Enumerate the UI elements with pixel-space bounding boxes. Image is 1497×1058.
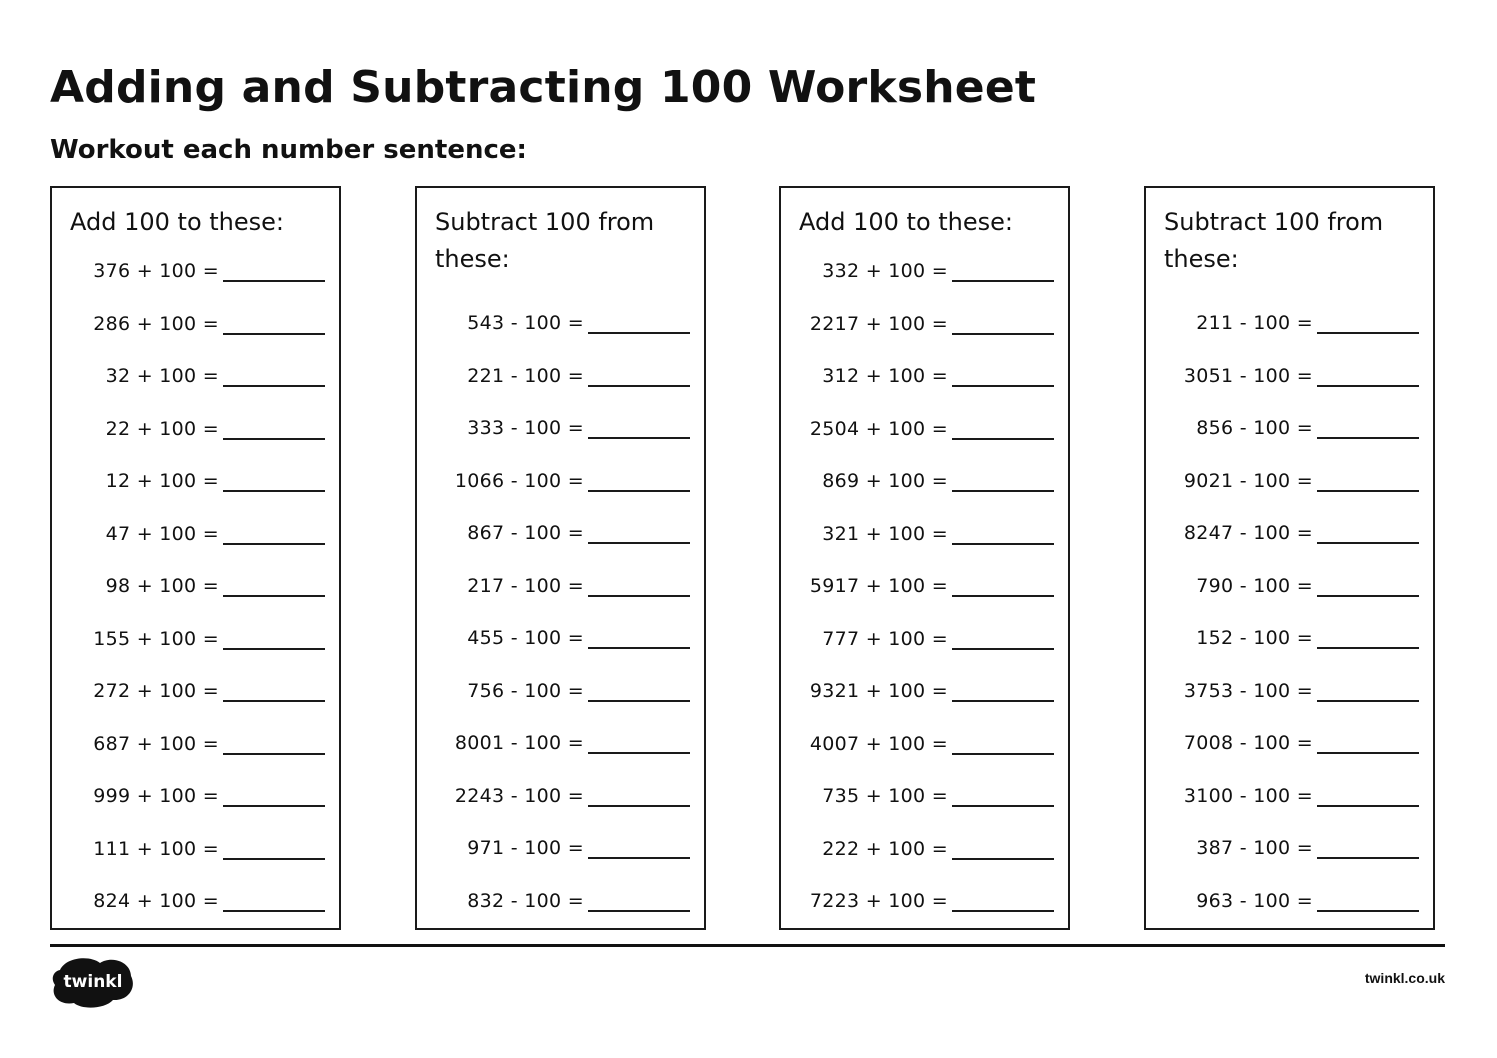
equation-row <box>52 564 339 604</box>
equation-text: 735 + 100 = <box>822 785 948 807</box>
answer-blank[interactable] <box>1317 385 1419 387</box>
equation-text: 333 - 100 = <box>467 417 584 439</box>
equation-row <box>1146 826 1433 866</box>
answer-blank[interactable] <box>223 648 325 650</box>
equation-text: 152 - 100 = <box>1196 627 1313 649</box>
answer-blank[interactable] <box>223 595 325 597</box>
equation-text: 221 - 100 = <box>467 364 584 387</box>
equation-text: 286 + 100 = <box>93 312 219 335</box>
answer-blank[interactable] <box>223 753 325 755</box>
answer-blank[interactable] <box>223 700 325 702</box>
equation-text: 2217 + 100 = <box>809 312 948 335</box>
answer-blank[interactable] <box>952 333 1054 335</box>
equation-row <box>52 249 339 289</box>
answer-blank[interactable] <box>952 490 1054 492</box>
equation-text: 332 + 100 = <box>822 260 948 282</box>
equation-row <box>781 407 1068 447</box>
equation-row <box>1146 616 1433 656</box>
equation-row <box>417 511 704 551</box>
equation-row <box>1146 774 1433 814</box>
subtract-column-1 <box>415 186 706 930</box>
equation-row <box>781 774 1068 814</box>
equation-row <box>417 354 704 394</box>
equation-row <box>1146 511 1433 551</box>
equation-text: 3100 - 100 = <box>1183 784 1313 807</box>
equation-text: 777 + 100 = <box>822 627 948 650</box>
answer-blank[interactable] <box>588 595 690 597</box>
equation-row <box>417 564 704 604</box>
equation-row <box>1146 354 1433 394</box>
equation-text: 7223 + 100 = <box>809 890 948 912</box>
equation-text: 9021 - 100 = <box>1183 469 1313 492</box>
answer-blank[interactable] <box>588 437 690 439</box>
answer-blank[interactable] <box>1317 910 1419 912</box>
equation-row <box>417 301 704 341</box>
answer-blank[interactable] <box>1317 647 1419 649</box>
logo-wordmark: twinkl <box>63 972 123 992</box>
equation-row <box>417 774 704 814</box>
column-heading: Subtract 100 from these: <box>435 208 655 273</box>
equation-row <box>52 512 339 552</box>
equation-text: 3753 - 100 = <box>1183 679 1313 702</box>
equation-text: 312 + 100 = <box>822 365 948 387</box>
answer-blank[interactable] <box>952 385 1054 387</box>
equation-text: 856 - 100 = <box>1196 417 1313 439</box>
equation-row <box>52 827 339 867</box>
answer-blank[interactable] <box>952 280 1054 282</box>
equation-text: 832 - 100 = <box>467 889 584 912</box>
equation-text: 9321 + 100 = <box>809 680 948 702</box>
equation-row <box>1146 879 1433 919</box>
answer-blank[interactable] <box>588 910 690 912</box>
answer-blank[interactable] <box>1317 752 1419 754</box>
equation-list <box>417 188 704 928</box>
answer-blank[interactable] <box>588 805 690 807</box>
equation-row <box>1146 564 1433 604</box>
subtract-column-2 <box>1144 186 1435 930</box>
answer-blank[interactable] <box>223 333 325 335</box>
equation-row <box>781 722 1068 762</box>
answer-blank[interactable] <box>1317 490 1419 492</box>
equation-row <box>1146 301 1433 341</box>
equation-text: 211 - 100 = <box>1196 312 1313 334</box>
equation-text: 687 + 100 = <box>93 732 219 755</box>
answer-blank[interactable] <box>1317 332 1419 334</box>
equation-text: 111 + 100 = <box>93 837 219 860</box>
website-link[interactable]: twinkl.co.uk <box>1364 970 1445 986</box>
answer-blank[interactable] <box>223 385 325 387</box>
equation-row <box>781 354 1068 394</box>
equation-row <box>417 616 704 656</box>
equation-text: 999 + 100 = <box>93 785 219 807</box>
equation-text: 2504 + 100 = <box>809 417 948 440</box>
answer-blank[interactable] <box>952 648 1054 650</box>
equation-text: 98 + 100 = <box>105 575 219 597</box>
equation-text: 2243 - 100 = <box>454 784 584 807</box>
equation-text: 47 + 100 = <box>105 522 219 545</box>
answer-blank[interactable] <box>952 753 1054 755</box>
answer-blank[interactable] <box>1317 700 1419 702</box>
equation-text: 971 - 100 = <box>467 837 584 859</box>
equation-text: 543 - 100 = <box>467 312 584 334</box>
column-heading: Add 100 to these: <box>799 208 1013 236</box>
equation-text: 8247 - 100 = <box>1183 522 1313 544</box>
equation-text: 272 + 100 = <box>93 680 219 702</box>
equation-row <box>52 879 339 919</box>
equation-text: 376 + 100 = <box>93 260 219 282</box>
equation-row <box>781 459 1068 499</box>
equation-list <box>1146 188 1433 928</box>
equation-row <box>52 722 339 762</box>
equation-list <box>52 188 339 928</box>
equation-row <box>781 617 1068 657</box>
answer-blank[interactable] <box>223 543 325 545</box>
equation-text: 321 + 100 = <box>822 522 948 545</box>
equation-text: 1066 - 100 = <box>454 469 584 492</box>
equation-text: 32 + 100 = <box>105 365 219 387</box>
equation-row <box>1146 721 1433 761</box>
equation-row <box>417 459 704 499</box>
answer-blank[interactable] <box>588 490 690 492</box>
worksheet-instructions: Workout each number sentence: <box>50 135 527 165</box>
column-heading: Add 100 to these: <box>70 208 284 236</box>
equation-row <box>1146 406 1433 446</box>
equation-text: 7008 - 100 = <box>1183 732 1313 754</box>
worksheet-title: Adding and Subtracting 100 Worksheet <box>50 62 1037 113</box>
equation-row <box>52 617 339 657</box>
equation-row <box>781 564 1068 604</box>
answer-blank[interactable] <box>223 910 325 912</box>
equation-row <box>417 669 704 709</box>
equation-row <box>417 406 704 446</box>
equation-text: 22 + 100 = <box>105 417 219 440</box>
equation-text: 790 - 100 = <box>1196 574 1313 597</box>
equation-row <box>417 879 704 919</box>
answer-blank[interactable] <box>952 700 1054 702</box>
column-heading: Subtract 100 from these: <box>1164 208 1384 273</box>
answer-blank[interactable] <box>952 858 1054 860</box>
answer-blank[interactable] <box>1317 805 1419 807</box>
equation-text: 8001 - 100 = <box>454 732 584 754</box>
equation-text: 222 + 100 = <box>822 837 948 860</box>
answer-blank[interactable] <box>588 647 690 649</box>
answer-blank[interactable] <box>223 280 325 282</box>
equation-row <box>417 826 704 866</box>
answer-blank[interactable] <box>952 438 1054 440</box>
answer-blank[interactable] <box>1317 857 1419 859</box>
answer-blank[interactable] <box>952 543 1054 545</box>
equation-row <box>781 512 1068 552</box>
add-column-1 <box>50 186 341 930</box>
equation-row <box>52 669 339 709</box>
answer-blank[interactable] <box>588 700 690 702</box>
answer-blank[interactable] <box>1317 437 1419 439</box>
equation-text: 3051 - 100 = <box>1183 364 1313 387</box>
answer-blank[interactable] <box>1317 595 1419 597</box>
answer-blank[interactable] <box>952 595 1054 597</box>
twinkl-logo <box>50 954 136 1010</box>
answer-blank[interactable] <box>223 858 325 860</box>
answer-blank[interactable] <box>952 805 1054 807</box>
equation-text: 217 - 100 = <box>467 574 584 597</box>
equation-row <box>781 827 1068 867</box>
equation-row <box>52 774 339 814</box>
equation-text: 387 - 100 = <box>1196 837 1313 859</box>
answer-blank[interactable] <box>952 910 1054 912</box>
equation-row <box>781 302 1068 342</box>
equation-text: 867 - 100 = <box>467 522 584 544</box>
equation-text: 12 + 100 = <box>105 470 219 492</box>
equation-row <box>52 354 339 394</box>
equation-row <box>1146 669 1433 709</box>
equation-row <box>781 879 1068 919</box>
equation-row <box>781 669 1068 709</box>
answer-blank[interactable] <box>223 805 325 807</box>
answer-blank[interactable] <box>588 332 690 334</box>
equation-row <box>781 249 1068 289</box>
equation-row <box>1146 459 1433 499</box>
equation-text: 455 - 100 = <box>467 627 584 649</box>
equation-text: 5917 + 100 = <box>809 575 948 597</box>
equation-text: 4007 + 100 = <box>809 732 948 755</box>
answer-blank[interactable] <box>588 542 690 544</box>
equation-row <box>52 459 339 499</box>
answer-blank[interactable] <box>223 438 325 440</box>
answer-blank[interactable] <box>1317 542 1419 544</box>
equation-row <box>417 721 704 761</box>
answer-blank[interactable] <box>588 752 690 754</box>
answer-blank[interactable] <box>588 857 690 859</box>
answer-blank[interactable] <box>588 385 690 387</box>
equation-text: 756 - 100 = <box>467 679 584 702</box>
equation-text: 155 + 100 = <box>93 627 219 650</box>
equation-text: 963 - 100 = <box>1196 889 1313 912</box>
equation-row <box>52 302 339 342</box>
answer-blank[interactable] <box>223 490 325 492</box>
equation-row <box>52 407 339 447</box>
equation-text: 824 + 100 = <box>93 890 219 912</box>
add-column-2 <box>779 186 1070 930</box>
equation-text: 869 + 100 = <box>822 470 948 492</box>
footer-divider <box>50 944 1445 947</box>
equation-list <box>781 188 1068 928</box>
